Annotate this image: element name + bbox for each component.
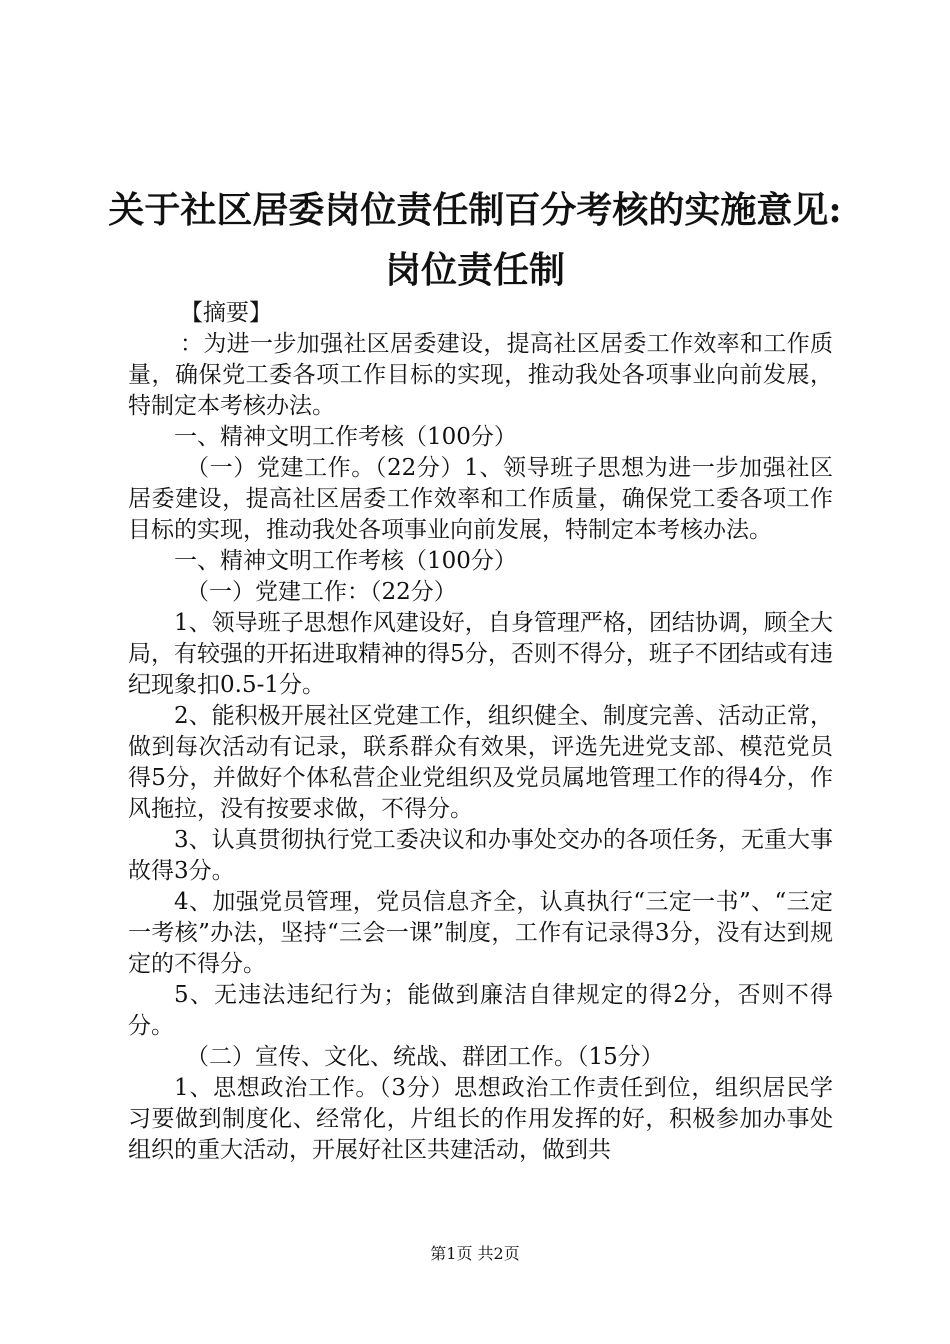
body-paragraph: 2、能积极开展社区党建工作，组织健全、制度完善、活动正常，做到每次活动有记录，联系群众有效果，评选先进党支部、模范党员得5分，并做好个体私营企业党组织及党员属地管理工作的得4分，作风拖拉，没有按要求做，不得分。	[128, 703, 833, 822]
document-title-line-2: 岗位责任制	[384, 249, 565, 291]
subsection-heading: （二）宣传、文化、统战、群团工作。（15分）	[186, 1044, 664, 1070]
body-paragraph: 5、无违法违纪行为；能做到廉洁自律规定的得2分，否则不得分。	[128, 982, 833, 1039]
abstract-heading: 【摘要】	[180, 300, 272, 326]
subsection-heading: （一）党建工作：（22分）	[186, 579, 457, 605]
document-title-line-1: 关于社区居委岗位责任制百分考核的实施意见:	[108, 189, 842, 231]
body-paragraph: 1、领导班子思想作风建设好，自身管理严格，团结协调，顾全大局，有较强的开拓进取精神的得5分，否则不得分，班子不团结或有违纪现象扣0.5-1分。	[128, 610, 833, 698]
section-heading: 一、精神文明工作考核（100分）	[174, 424, 517, 450]
abstract-paragraph: ：为进一步加强社区居委建设，提高社区居委工作效率和工作质量，确保党工委各项工作目标的实现，推动我处各项事业向前发展，特制定本考核办法。	[128, 331, 833, 419]
page-footer: 第1页 共2页	[430, 1244, 520, 1263]
body-paragraph: 1、思想政治工作。（3分）思想政治工作责任到位，组织居民学习要做到制度化、经常化，片组长的作用发挥的好，积极参加办事处组织的重大活动，开展好社区共建活动，做到共	[128, 1075, 833, 1163]
body-paragraph: 3、认真贯彻执行党工委决议和办事处交办的各项任务，无重大事故得3分。	[128, 827, 833, 884]
body-paragraph: 4、加强党员管理，党员信息齐全，认真执行“三定一书”、“三定一考核”办法，坚持“三会一课”制度，工作有记录得3分，没有达到规定的不得分。	[128, 889, 833, 977]
body-paragraph: （一）党建工作。（22分）1、领导班子思想为进一步加强社区居委建设，提高社区居委工作效率和工作质量，确保党工委各项工作目标的实现，推动我处各项事业向前发展，特制定本考核办法。	[128, 455, 833, 543]
document-body	[128, 298, 833, 1166]
section-heading: 一、精神文明工作考核（100分）	[174, 548, 517, 574]
